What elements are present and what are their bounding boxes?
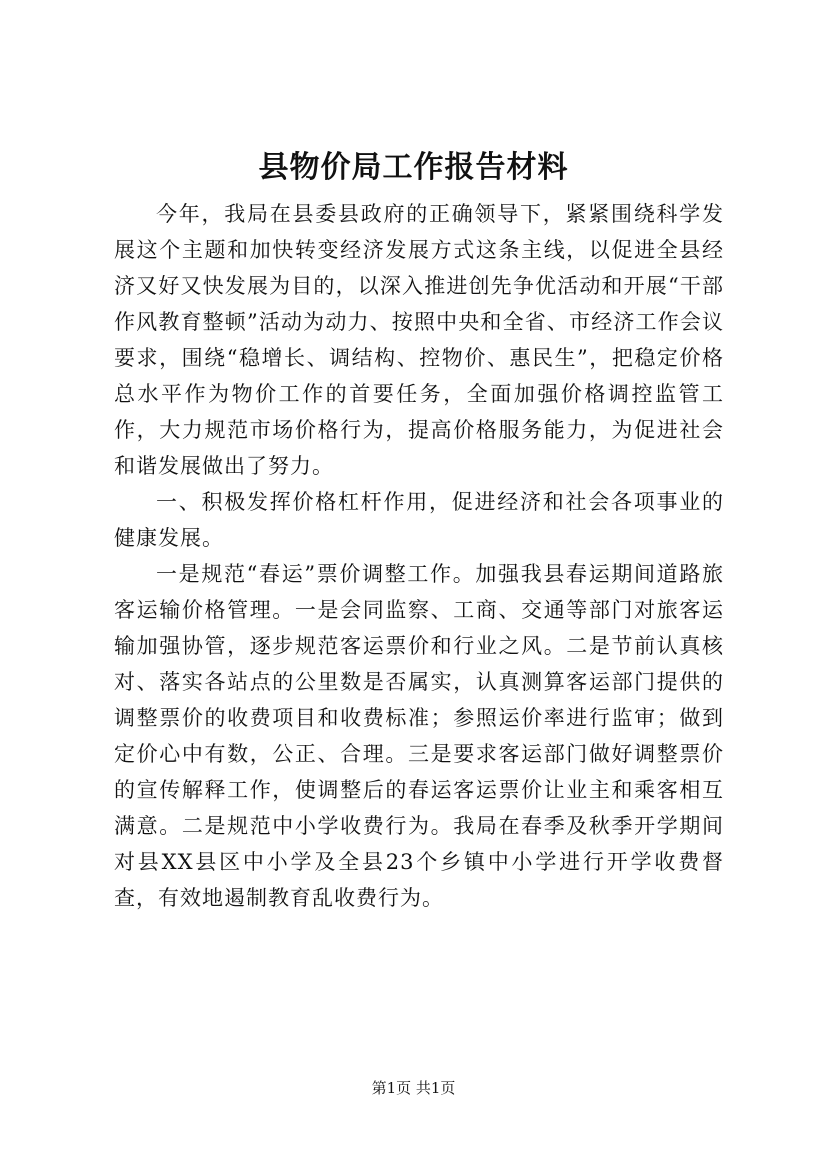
page-footer: 第1页 共1页: [371, 1079, 456, 1097]
paragraph-spring-transport: 一是规范“春运”票价调整工作。加强我县春运期间道路旅客运输价格管理。一是会同监察、工商、交通等部门对旅客运输加强协管，逐步规范客运票价和行业之风。二是节前认真核对、落实各站点的公里数是否属实，认真测算客运部门提供的调整票价的收费项目和收费标准；参照运价率进行监审；做到定价心中有数，公正、合理。三是要求客运部门做好调整票价的宣传解释工作，使调整后的春运客运票价让业主和乘客相互满意。二是规范中小学收费行为。我局在春季及秋季开学期间对县XX县区中小学及全县23个乡镇中小学进行开学收费督查，有效地遏制教育乱收费行为。: [114, 562, 724, 910]
paragraph-intro: 今年，我局在县委县政府的正确领导下，紧紧围绕科学发展这个主题和加快转变经济发展方式这条主线，以促进全县经济又好又快发展为目的，以深入推进创先争优活动和开展“干部作风教育整顿”活动为动力、按照中央和全省、市经济工作会议要求，围绕“稳增长、调结构、控物价、惠民生”，把稳定价格总水平作为物价工作的首要任务，全面加强价格调控监管工作，大力规范市场价格行为，提高价格服务能力，为促进社会和谐发展做出了努力。: [114, 202, 724, 478]
paragraph-section-heading: 一、积极发挥价格杠杆作用，促进经济和社会各项事业的健康发展。: [114, 490, 724, 550]
document-body: [114, 196, 724, 916]
document-title: 县物价局工作报告材料: [258, 150, 569, 185]
